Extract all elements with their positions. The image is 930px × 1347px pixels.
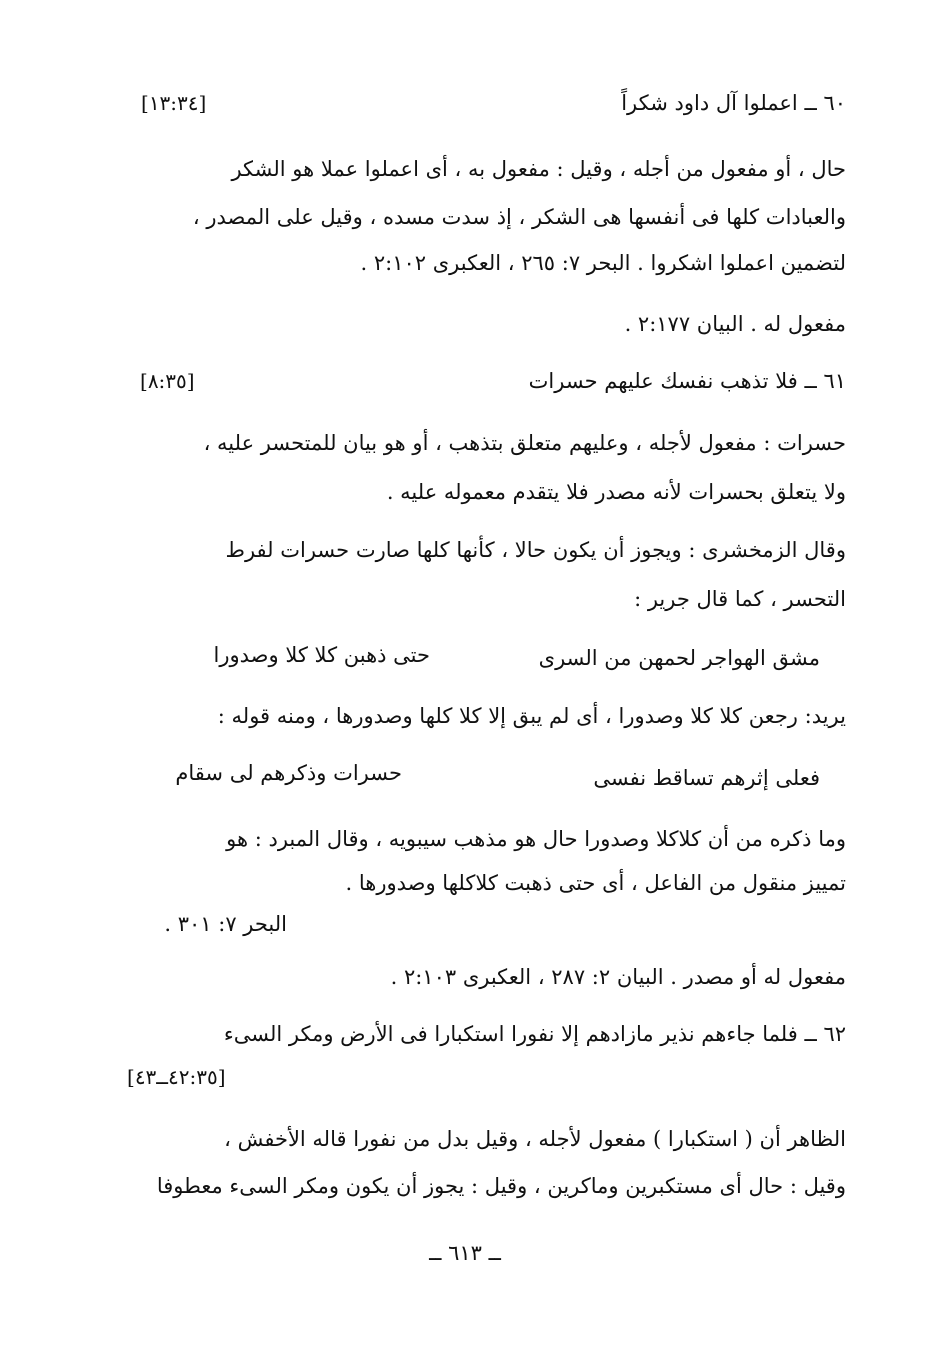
entry-61-p4-line2: تمييز منقول من الفاعل ، أى حتى ذهبت كلاكلها وصدورها . xyxy=(345,871,846,895)
entry-61-p1-line1: حسرات : مفعول لأجله ، وعليهم متعلق بتذهب ، أو هو بيان للمتحسر عليه ، xyxy=(203,431,846,455)
entry-60-p1-line3: لتضمين اعملوا اشكروا . البحر ٧: ٢٦٥ ، العكبرى ٢:١٠٢ . xyxy=(360,251,846,275)
entry-61-p5: مفعول له أو مصدر . البيان ٢: ٢٨٧ ، العكبرى ٢:١٠٣ . xyxy=(390,965,846,989)
page-number: ــ ٦١٣ ــ xyxy=(429,1241,501,1265)
entry-60-p1-line2: والعبادات كلها فى أنفسها هى الشكر ، إذ سدت مسده ، وقيل على المصدر ، xyxy=(192,205,846,229)
entry-61-p2-line2: التحسر ، كما قال جرير : xyxy=(634,587,846,611)
entry-61-p2-line1: وقال الزمخشرى : ويجوز أن يكون حالا ، كأنها كلها صارت حسرات لفرط xyxy=(225,538,846,562)
verse-2-second-hemistich: حسرات وذكرهم لى سقام xyxy=(175,761,402,785)
entry-61-p3: يريد: رجعن كلا كلا وصدورا ، أى لم يبق إلا كلا كلها وصدورها ، ومنه قوله : xyxy=(217,704,846,728)
verse-1-second-hemistich: حتى ذهبن كلا كلا وصدورا xyxy=(213,643,430,667)
entry-60-p2: مفعول له . البيان ٢:١٧٧ . xyxy=(624,312,846,336)
entry-61-ref: [٨:٣٥] xyxy=(140,369,195,393)
verse-2-first-hemistich: فعلى إثرهم تساقط نفسى xyxy=(593,766,820,790)
entry-60-heading: ٦٠ ــ اعملوا آل داود شكراً xyxy=(621,91,846,115)
entry-61-p4-line1: وما ذكره من أن كلاكلا وصدورا حال هو مذهب سيبويه ، وقال المبرد : هو xyxy=(226,827,846,851)
entry-60-ref: [١٣:٣٤] xyxy=(141,91,207,115)
verse-1-first-hemistich: مشق الهواجر لحمهن من السرى xyxy=(538,646,820,670)
entry-61-p1-line2: ولا يتعلق بحسرات لأنه مصدر فلا يتقدم معموله عليه . xyxy=(386,480,846,504)
entry-62-p1-line1: الظاهر أن ( استكبارا ) مفعول لأجله ، وقيل بدل من نفورا قاله الأخفش ، xyxy=(224,1127,846,1151)
entry-60-p1-line1: حال ، أو مفعول من أجله ، وقيل : مفعول به ، أى اعملوا عملا هو الشكر xyxy=(231,157,846,181)
entry-61-heading: ٦١ ــ فلا تذهب نفسك عليهم حسرات xyxy=(528,369,846,393)
entry-62-ref: [٤٢:٣٥ــ٤٣] xyxy=(127,1065,226,1089)
entry-62-heading: ٦٢ ــ فلما جاءهم نذير مازادهم إلا نفورا استكبارا فى الأرض ومكر السىء xyxy=(223,1022,846,1046)
entry-61-p4-ref: البحر ٧: ٣٠١ . xyxy=(164,912,287,936)
entry-62-p1-line2: وقيل : حال أى مستكبرين وماكرين ، وقيل : يجوز أن يكون ومكر السىء معطوفا xyxy=(156,1174,846,1198)
